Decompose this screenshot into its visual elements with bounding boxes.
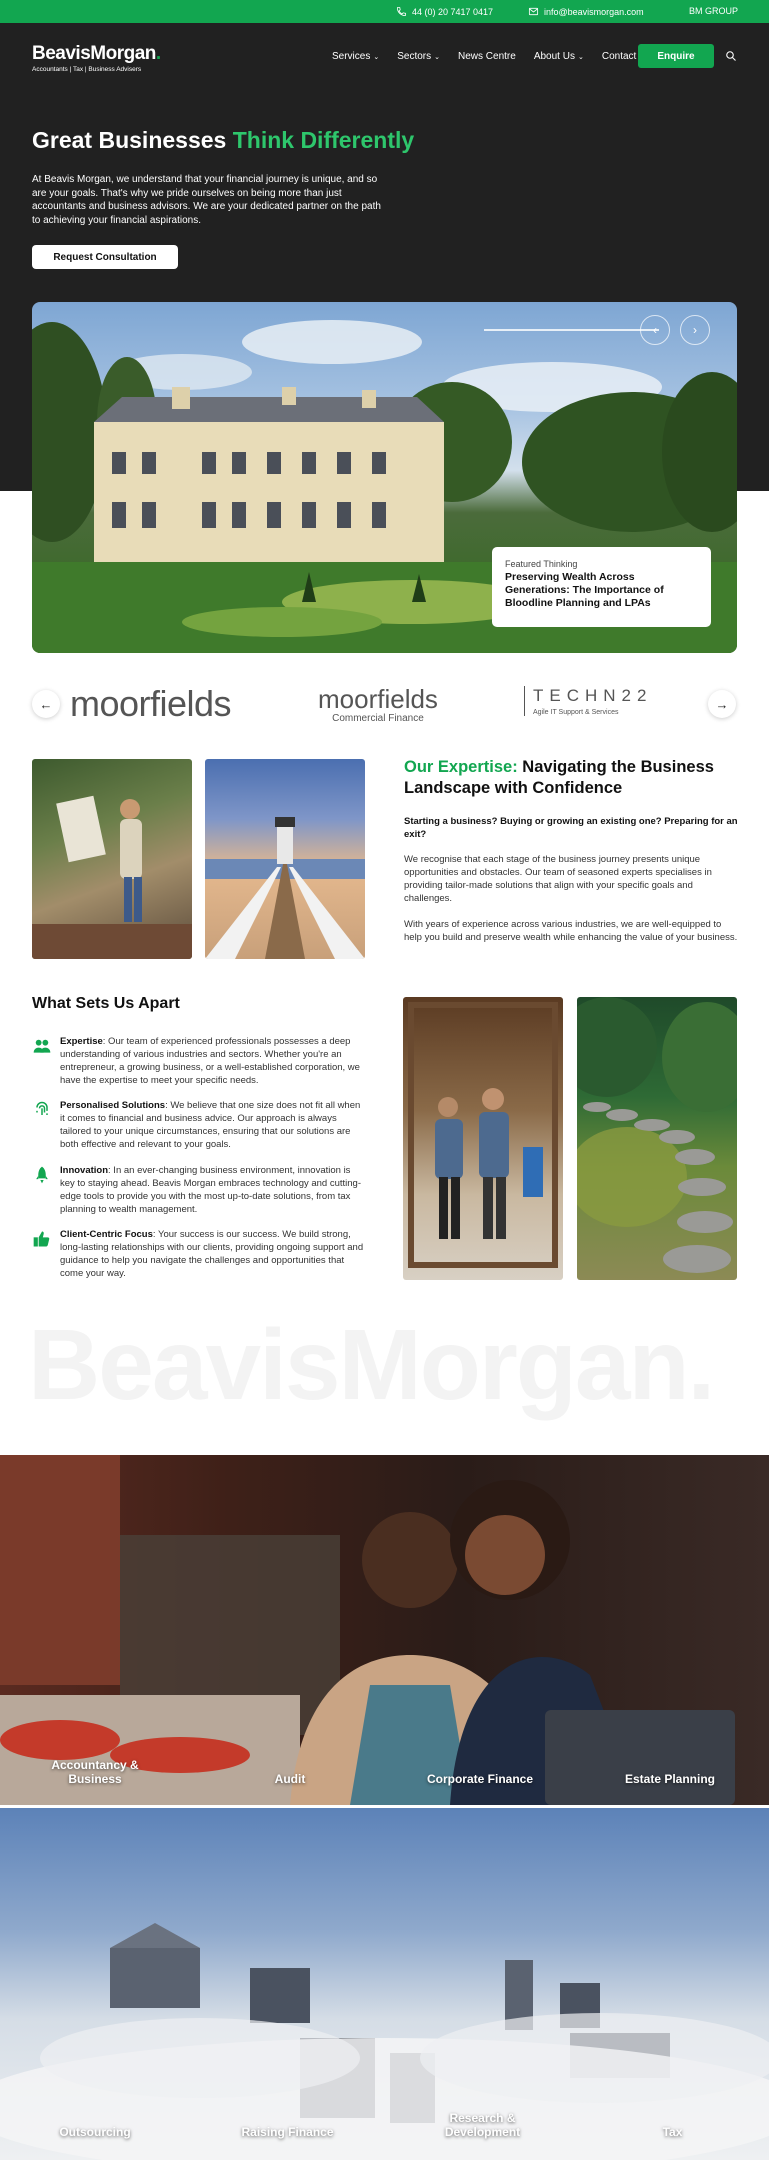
fingerprint-icon	[32, 1100, 52, 1120]
featured-label: Featured Thinking	[505, 559, 578, 569]
chevron-down-icon: ⌄	[577, 53, 584, 61]
logos-prev-button[interactable]	[32, 690, 60, 718]
email-link[interactable]	[528, 6, 644, 17]
enquire-button[interactable]: Enquire	[638, 44, 714, 68]
services-row-2	[0, 1808, 769, 2160]
service-tax[interactable]: Tax	[662, 2125, 683, 2139]
expertise-title	[404, 757, 744, 799]
apart-text: : Your success is our success. We build strong, long-lasting relationships with our clients, providing ongoing support and guidance to help you navigate the challenges and opportunities that come your way.	[60, 1229, 364, 1279]
nav-contact[interactable]	[602, 51, 636, 62]
apart-heading: Personalised Solutions	[60, 1100, 166, 1111]
client-logo-techn22	[524, 686, 652, 716]
phone-number: 44 (0) 20 7417 0417	[412, 6, 494, 17]
logo-sub-text: Commercial Finance	[332, 713, 424, 724]
arrow-left-icon: ←	[39, 696, 53, 712]
lighthouse-illustration	[205, 759, 365, 959]
nav-label: Sectors	[397, 51, 432, 62]
service-outsourcing[interactable]: Outsourcing	[59, 2125, 131, 2139]
hero-image-slider	[32, 302, 737, 653]
chevron-left-icon: ‹	[653, 323, 657, 337]
expertise-paragraph-1: We recognise that each stage of the business journey presents unique opportunities and obstacles. Our team of seasoned experts specialises in providing tailor-made solutions that align with your specific goals and challenges.	[404, 854, 712, 904]
city-above-clouds-image	[0, 1808, 769, 2160]
apart-text: : Our team of experienced professionals possesses a deep understanding of various industries and sectors. Whether you're an entrepreneur, a growing business, or a well-established corporation, we have the expertise to meet your specific needs.	[60, 1036, 360, 1086]
slider-progress	[484, 329, 659, 331]
service-raising-finance[interactable]: Raising Finance	[241, 2125, 334, 2139]
featured-title: Preserving Wealth Across Generations: The Importance of Bloodline Planning and LPAs	[505, 571, 664, 609]
phone-icon	[396, 6, 407, 17]
team-icon	[32, 1036, 52, 1056]
search-icon[interactable]	[725, 50, 737, 62]
artist-painting-photo	[32, 759, 192, 959]
service-estate-planning[interactable]: Estate Planning	[624, 1772, 716, 1786]
hero-title-white: Great Businesses	[32, 127, 233, 153]
nav-label: News Centre	[458, 51, 516, 62]
artist-illustration	[32, 759, 192, 959]
shop-owners-illustration	[403, 997, 563, 1280]
logo-sub-text: Agile IT Support & Services	[533, 709, 619, 716]
nav-news-centre[interactable]	[458, 51, 516, 62]
logo-tagline: Accountants | Tax | Business Advisers	[32, 66, 142, 73]
arrow-right-icon: →	[715, 696, 729, 712]
nav-services[interactable]	[332, 51, 379, 62]
nav-label: Contact	[601, 51, 637, 62]
logos-next-button[interactable]	[708, 690, 736, 718]
hero-description: At Beavis Morgan, we understand that your financial journey is unique, and so are your goals. That's why we pride ourselves on being more than just accountants and business advisors. We are your dedicated partner on the path to achieving your financial aspirations.	[32, 174, 381, 226]
site-logo[interactable]	[32, 43, 161, 73]
shop-owners-photo	[403, 997, 563, 1280]
thumbs-up-icon	[32, 1229, 52, 1249]
slider-next-button[interactable]	[680, 315, 710, 345]
email-address: info@beavismorgan.com	[544, 6, 644, 17]
service-research-development[interactable]: Research & Development	[444, 2111, 521, 2139]
phone-link[interactable]	[396, 6, 493, 17]
brand-watermark: BeavisMorgan.	[28, 1309, 714, 1421]
garden-path-illustration	[577, 997, 737, 1280]
apart-heading: Innovation	[60, 1165, 109, 1176]
logo-main-text: TECHN22	[533, 686, 653, 705]
expertise-subtitle: Starting a business? Buying or growing an existing one? Preparing for an exit?	[404, 816, 738, 840]
restaurant-couple-image	[0, 1455, 769, 1805]
apart-title: What Sets Us Apart	[32, 995, 180, 1012]
apart-heading: Expertise	[60, 1036, 103, 1047]
logo-dot: .	[155, 43, 161, 64]
main-nav	[332, 51, 654, 62]
client-logo-moorfields-commercial	[318, 686, 438, 724]
service-audit[interactable]: Audit	[274, 1772, 306, 1786]
rocket-icon	[32, 1165, 52, 1185]
featured-thinking-card[interactable]	[492, 547, 711, 627]
services-row-1	[0, 1455, 769, 1805]
apart-text: : In an ever-changing business environment, innovation is key to staying ahead. Beavis Morgan embraces technology and cutting-edge tools to provide you with the most up-to-date solutions, from tax planning to wealth management.	[60, 1165, 362, 1215]
nav-about-us[interactable]	[534, 51, 584, 62]
expertise-title-rest: Navigating the Business Landscape with Confidence	[404, 758, 714, 797]
nav-sectors[interactable]	[397, 51, 440, 62]
apart-item-personalised	[32, 1099, 367, 1151]
nav-label: Services	[332, 51, 371, 62]
logo-name: BeavisMorgan	[32, 43, 156, 64]
apart-item-expertise	[32, 1035, 367, 1087]
garden-path-photo	[577, 997, 737, 1280]
chevron-down-icon: ⌄	[373, 53, 380, 61]
group-link[interactable]	[689, 6, 738, 16]
client-logo-moorfields: moorfields	[70, 683, 232, 724]
chevron-right-icon: ›	[693, 323, 697, 337]
nav-label: About Us	[533, 51, 575, 62]
request-consultation-button[interactable]: Request Consultation	[32, 245, 178, 269]
chevron-down-icon: ⌄	[434, 53, 441, 61]
apart-heading: Client-Centric Focus	[60, 1229, 153, 1240]
mail-icon	[528, 6, 539, 17]
apart-item-client-centric	[32, 1228, 367, 1280]
apart-item-innovation	[32, 1164, 367, 1216]
service-corporate-finance[interactable]: Corporate Finance	[426, 1772, 534, 1786]
service-accountancy-business[interactable]: Accountancy & Business	[51, 1758, 139, 1786]
hero-title	[32, 127, 414, 154]
top-contact-bar	[0, 0, 769, 23]
slider-prev-button[interactable]	[640, 315, 670, 345]
expertise-title-green: Our Expertise:	[404, 758, 518, 776]
logo-main-text: moorfields	[318, 684, 438, 714]
lighthouse-pier-photo	[205, 759, 365, 959]
group-label: BM GROUP	[689, 6, 739, 16]
hero-title-green: Think Differently	[232, 127, 415, 153]
expertise-paragraph-2: With years of experience across various industries, we are well-equipped to help you build and preserve wealth while enhancing the value of your business.	[404, 919, 738, 943]
apart-text: : We believe that one size does not fit all when it comes to financial and business advice. Our approach is always tailored to your unique circumstances, ensuring that our solutions are both effective and relevant to your goals.	[60, 1100, 361, 1150]
